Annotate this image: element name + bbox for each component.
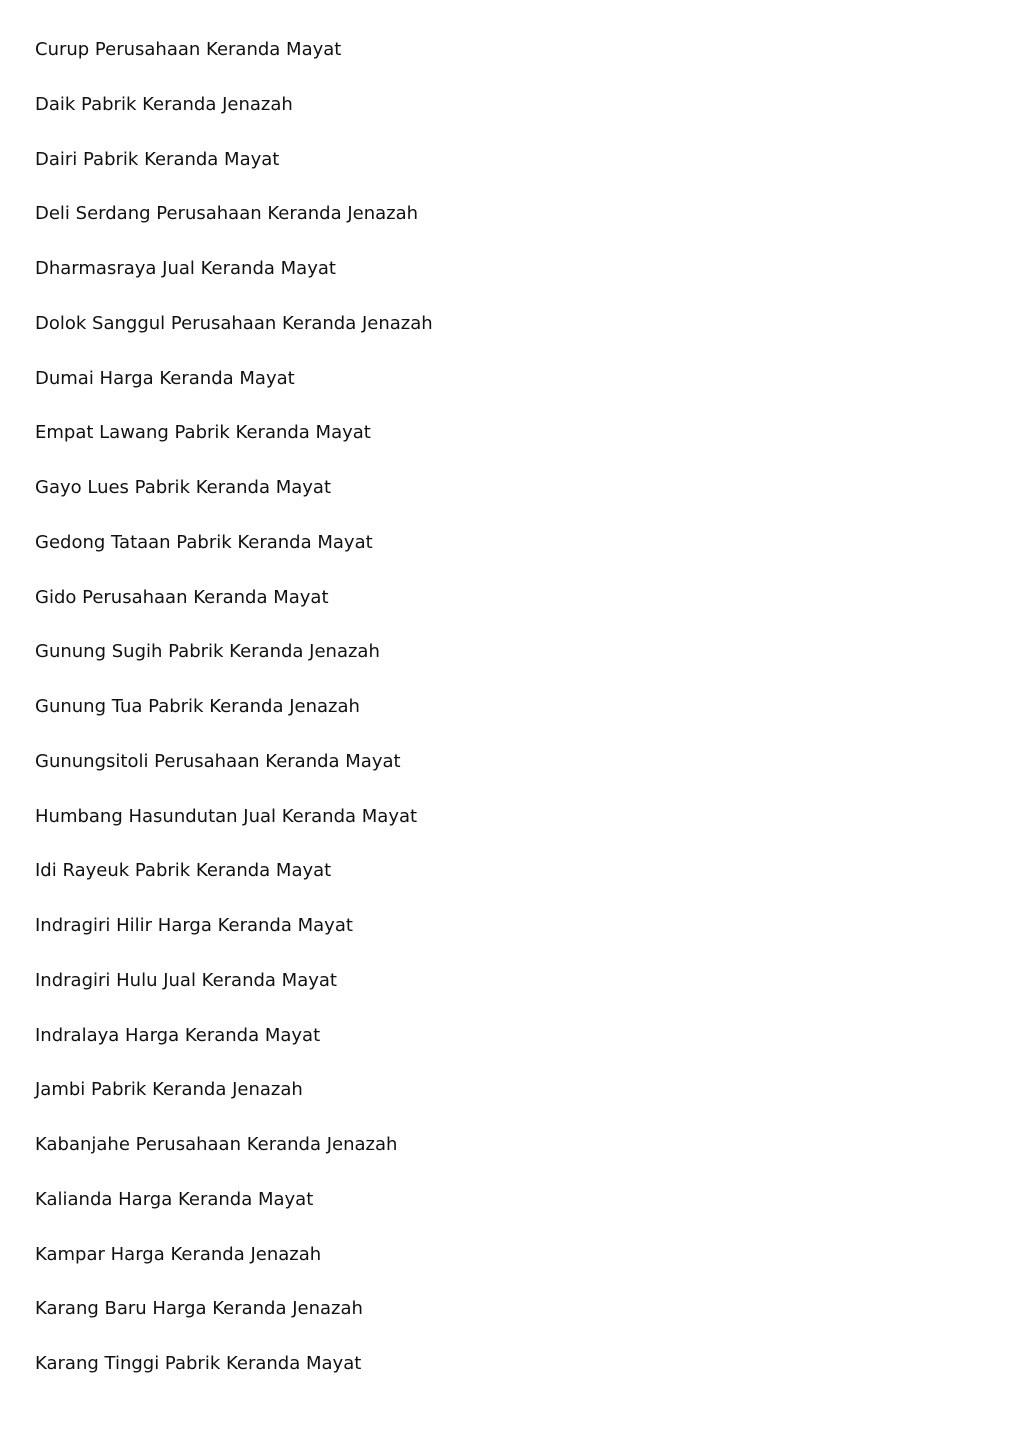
list-item: Humbang Hasundutan Jual Keranda Mayat <box>35 805 418 827</box>
list-item: Deli Serdang Perusahaan Keranda Jenazah <box>35 203 419 225</box>
list-item: Gunungsitoli Perusahaan Keranda Mayat <box>35 750 401 772</box>
list-item: Idi Rayeuk Pabrik Keranda Mayat <box>35 860 332 882</box>
list-item: Kalianda Harga Keranda Mayat <box>35 1188 314 1210</box>
list-item: Dharmasraya Jual Keranda Mayat <box>35 258 336 279</box>
list-item: Karang Baru Harga Keranda Jenazah <box>35 1298 363 1320</box>
list-item: Gunung Sugih Pabrik Keranda Jenazah <box>35 641 380 663</box>
text-list <box>35 36 433 1405</box>
list-item: Indragiri Hulu Jual Keranda Mayat <box>35 969 337 991</box>
list-item: Dairi Pabrik Keranda Mayat <box>35 148 280 170</box>
list-item: Curup Perusahaan Keranda Mayat <box>35 39 342 60</box>
list-item: Gayo Lues Pabrik Keranda Mayat <box>35 477 332 498</box>
list-item: Dolok Sanggul Perusahaan Keranda Jenazah <box>35 312 433 334</box>
list-item: Empat Lawang Pabrik Keranda Mayat <box>35 422 371 444</box>
list-item: Gedong Tataan Pabrik Keranda Mayat <box>35 531 373 553</box>
list-item: Kampar Harga Keranda Jenazah <box>35 1243 322 1265</box>
list-item: Gunung Tua Pabrik Keranda Jenazah <box>35 696 360 717</box>
list-item: Dumai Harga Keranda Mayat <box>35 367 295 389</box>
list-item: Gido Perusahaan Keranda Mayat <box>35 586 329 608</box>
list-item: Indralaya Harga Keranda Mayat <box>35 1024 321 1046</box>
list-item: Jambi Pabrik Keranda Jenazah <box>35 1079 303 1101</box>
list-item: Kabanjahe Perusahaan Keranda Jenazah <box>35 1134 398 1155</box>
list-item: Karang Tinggi Pabrik Keranda Mayat <box>35 1353 362 1374</box>
list-item: Indragiri Hilir Harga Keranda Mayat <box>35 915 353 936</box>
list-item: Daik Pabrik Keranda Jenazah <box>35 93 293 115</box>
